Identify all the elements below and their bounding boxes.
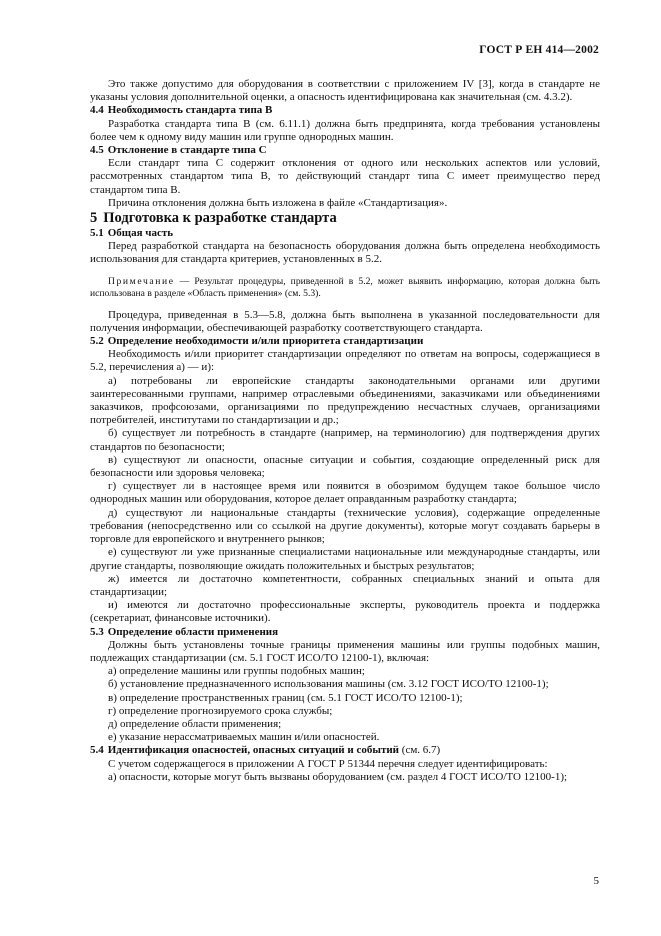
heading-title: Определение области применения [107, 625, 279, 638]
heading-number: 5.1 [90, 227, 104, 240]
heading-4-5 [90, 144, 600, 157]
paragraph-4-5-a: Если стандарт типа С содержит отклонения от одного или нескольких аспектов или условий, рассмотренных стандартом типа В, то действующий стандарт типа С имеет преимущество перед стандартом типа В. [90, 157, 600, 196]
list-item-5-2-e: е) существуют ли уже признанные специалистами национальные или международные стандарты, или другие стандарты, позволяющие ожидать положительных и быстрых результатов; [90, 546, 600, 572]
list-item-5-2-zh: ж) имеется ли достаточно компетентности, собранных специальных знаний и опыта для стандартизации; [90, 572, 600, 598]
section-title: Подготовка к разработке стандарта [103, 210, 337, 227]
list-item-5-2-b: б) существует ли потребность в стандарте (например, на терминологию) для подтверждения других стандартов по безопасности; [90, 427, 600, 453]
paragraph-5-1: Перед разработкой стандарта на безопасность оборудования должна быть определена необходимость использования для стандарта критериев, установленных в 5.2. [90, 240, 600, 266]
list-item-5-2-i: и) имеются ли достаточно профессиональные эксперты, руководитель проекта и поддержка (секретариат, финансовые источники). [90, 599, 600, 625]
note-text: — Результат процедуры, приведенной в 5.2, может выявить информацию, которая должна быть использована в разделе «Область применения» (см. 5.3). [90, 275, 600, 299]
heading-title: Идентификация опасностей, опасных ситуаций и событий [107, 744, 400, 757]
paragraph-5-4: С учетом содержащегося в приложении А ГОСТ Р 51344 перечня следует идентифицировать: [108, 757, 548, 770]
heading-title: Определение необходимости и/или приоритета стандартизации [107, 335, 424, 348]
heading-5-4 [90, 744, 600, 757]
list-item-5-2-a: а) потребованы ли европейские стандарты законодательными органами или другими заинтересованными группами, например отраслевыми объединениями, заказчиками или объединениями заказчиков, профсоюзами, организациями по предупреждению несчастных случаев, организациями потребителей, институтами по стандартизации и др.; [90, 374, 600, 427]
paragraph-5-2: Необходимость и/или приоритет стандартизации определяют по ответам на вопросы, содержащиеся в 5.2, перечисления а) — и): [90, 348, 600, 374]
heading-5-3 [90, 626, 600, 639]
heading-number: 5.4 [90, 744, 104, 757]
paragraph-4-5-b: Причина отклонения должна быть изложена в файле «Стандартизация». [108, 196, 448, 209]
paragraph-5-1-procedure: Процедура, приведенная в 5.3—5.8, должна быть выполнена в указанной последовательности для получения информации, обеспечивающей разработку соответствующего стандарта. [90, 308, 600, 334]
list-item-5-3-b: б) установление предназначенного использования машины (см. 3.12 ГОСТ ИСО/ТО 12100-1); [108, 678, 549, 691]
document-body [90, 78, 600, 784]
heading-5-1 [90, 227, 600, 240]
list-item-5-3-d: д) определение области применения; [108, 717, 282, 730]
list-item-5-2-v: в) существуют ли опасности, опасные ситуации и события, создающие определенный риск для безопасности или здоровья человека; [90, 453, 600, 480]
heading-number: 4.5 [90, 144, 104, 157]
note-label: Примечание [108, 275, 175, 287]
heading-4-4 [90, 104, 600, 117]
page-number: 5 [593, 875, 599, 887]
list-item-5-3-g: г) определение прогнозируемого срока службы; [108, 704, 333, 717]
heading-title: Отклонение в стандарте типа С [107, 144, 267, 157]
note-5-1 [90, 276, 600, 300]
list-item-5-2-g: г) существует ли в настоящее время или появится в обозримом будущем такое большое число однородных машин или оборудования, которое делает оправданным разработку стандарта; [90, 480, 600, 506]
heading-5-2 [90, 335, 600, 348]
list-item-5-4-a: а) опасности, которые могут быть вызваны оборудованием (см. раздел 4 ГОСТ ИСО/ТО 12100-1); [108, 770, 568, 783]
heading-title: Общая часть [107, 227, 174, 240]
heading-number: 4.4 [90, 104, 104, 117]
section-5-heading [90, 210, 600, 227]
list-item-5-3-a: а) определение машины или группы подобных машин; [108, 665, 365, 678]
heading-number: 5.3 [90, 625, 104, 638]
list-item-5-3-v: в) определение пространственных границ (см. 5.1 ГОСТ ИСО/ТО 12100-1); [108, 691, 463, 704]
paragraph-5-3: Должны быть установлены точные границы применения машины или группы подобных машин, подлежащих стандартизации (см. 5.1 ГОСТ ИСО/ТО 12100-1), включая: [90, 638, 600, 664]
paragraph-4-4: Разработка стандарта типа В (см. 6.11.1) должна быть предпринята, когда требования установлены более чем к одному виду машин или группе однородных машин. [90, 117, 600, 143]
document-code-header: ГОСТ Р ЕН 414—2002 [479, 44, 599, 56]
list-item-5-2-d: д) существуют ли национальные стандарты (технические условия), содержащие определенные требования (непосредственно или со ссылкой на другие документы), которые могут создавать барьеры в торговле для европейского и внутреннего рынков; [90, 506, 600, 546]
heading-title: Необходимость стандарта типа В [107, 104, 273, 117]
section-number: 5 [90, 210, 98, 227]
heading-number: 5.2 [90, 335, 104, 348]
intro-paragraph: Это также допустимо для оборудования в соответствии с приложением IV [3], когда в стандарте не указаны условия дополнительной оценки, а опасность идентифицирована как значительная (см. 4.3.2). [90, 78, 600, 104]
heading-reference: (см. 6.7) [401, 744, 441, 757]
list-item-5-3-e: е) указание нерассматриваемых машин и/или опасностей. [108, 731, 380, 744]
